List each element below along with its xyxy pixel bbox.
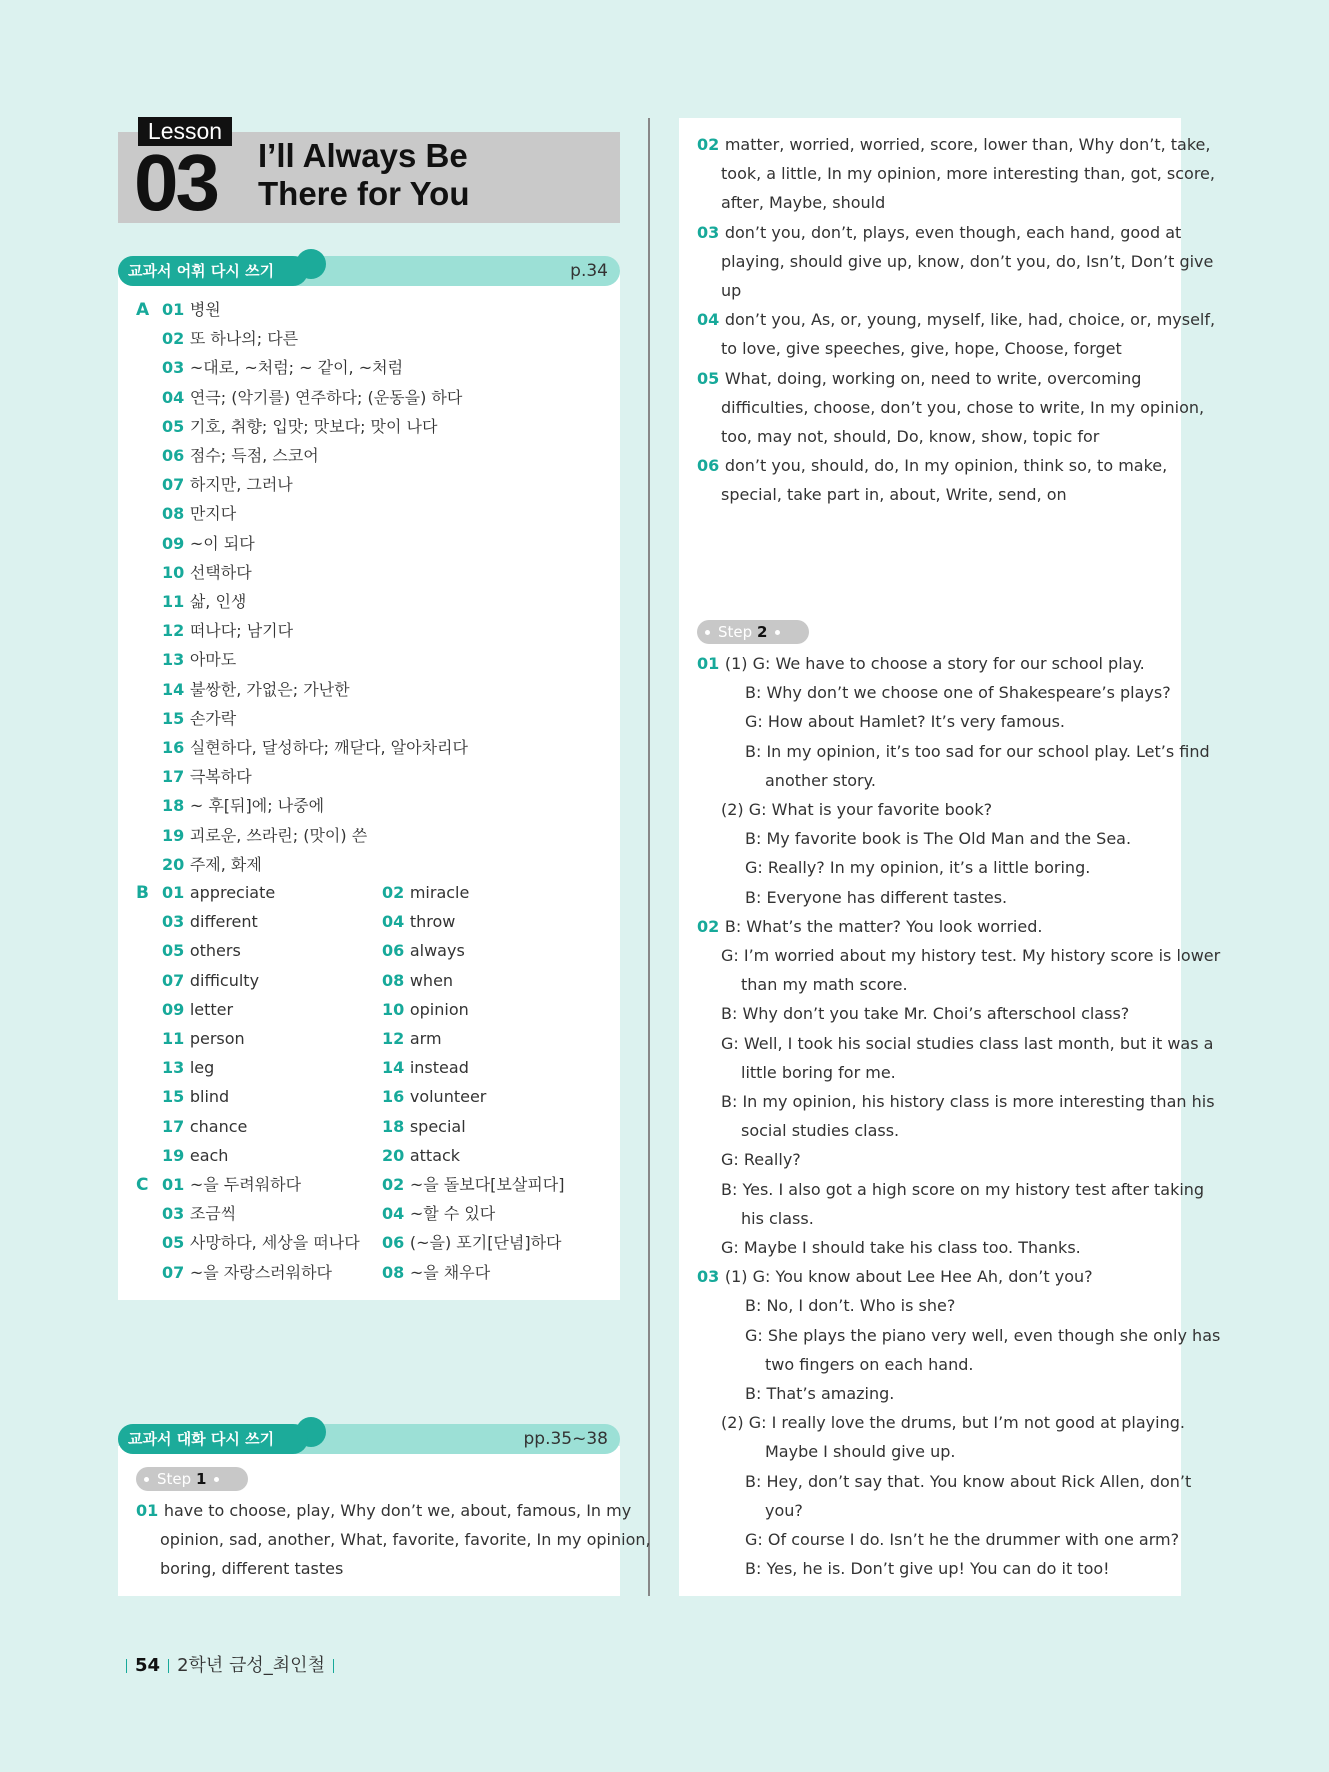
item-text: B: Everyone has different tastes.	[745, 887, 1008, 907]
dialog-line	[765, 1441, 955, 1463]
item-number: 05	[162, 416, 190, 436]
vocab-b-item	[162, 911, 258, 933]
vocab-b-item	[382, 1028, 442, 1050]
step1-pill	[136, 1467, 248, 1491]
item-text: B: In my opinion, his history class is more interesting than his	[721, 1092, 1215, 1111]
item-number: 01	[697, 654, 725, 673]
step1-answer-line	[721, 192, 885, 214]
section-b-label: B	[136, 883, 149, 903]
item-text: attack	[409, 1145, 461, 1165]
item-text: his class.	[741, 1208, 814, 1228]
item-text: playing, should give up, know, don’t you, do, Isn’t, Don’t give	[721, 251, 1214, 271]
item-text: ~을 자랑스러워하다	[189, 1262, 332, 1282]
item-text: opinion, sad, another, What, favorite, favorite, In my opinion,	[160, 1530, 651, 1550]
step1-answer-line	[721, 338, 1122, 360]
step1-answer-line	[721, 426, 1099, 448]
item-text: 극복하다	[189, 767, 252, 787]
item-number: 09	[162, 999, 190, 1019]
dialog-line	[745, 887, 1007, 909]
item-text: ~ 후[뒤]에; 나중에	[189, 796, 325, 816]
item-number: 03	[697, 1267, 725, 1287]
dialog-line	[697, 1266, 1093, 1288]
item-text: G: Really? In my opinion, it’s a little boring.	[745, 858, 1091, 878]
item-text: social studies class.	[741, 1121, 900, 1141]
step1-answer-line	[697, 222, 1181, 244]
item-text: B: Yes. I also got a high score on my history test after taking	[721, 1179, 1205, 1199]
dialog-line	[765, 1354, 973, 1376]
item-text: after, Maybe, should	[721, 193, 886, 213]
vocab-section-banner	[118, 256, 620, 286]
item-text: matter, worried, worried, score, lower than, Why don’t, take,	[724, 135, 1211, 154]
item-number: 07	[162, 970, 190, 990]
vocab-a-item	[162, 474, 293, 496]
item-text: (1) G: We have to choose a story for our school play.	[724, 654, 1145, 673]
item-number: 20	[382, 1145, 410, 1165]
item-text: 실현하다, 달성하다; 깨닫다, 알아차리다	[189, 738, 468, 757]
vocab-a-item	[162, 591, 246, 613]
dialog-line	[697, 916, 1042, 938]
item-text: volunteer	[409, 1087, 487, 1107]
item-number: 04	[697, 310, 725, 330]
vocab-c-item	[162, 1203, 236, 1225]
item-text: don’t you, don’t, plays, even though, each hand, good at	[724, 222, 1182, 242]
vocab-b-item	[162, 1086, 229, 1108]
vocab-b-item	[162, 999, 233, 1021]
item-text: don’t you, should, do, In my opinion, think so, to make,	[724, 456, 1168, 476]
vocab-a-item	[162, 562, 252, 584]
dialog-line	[745, 1558, 1110, 1580]
vocab-a-item	[162, 445, 319, 467]
dialog-line	[765, 1500, 803, 1522]
item-text: each	[189, 1145, 229, 1165]
item-text: 사망하다, 세상을 떠나다	[189, 1233, 360, 1253]
step1-answer-line	[721, 163, 1215, 185]
item-text: 괴로운, 쓰라린; (맛이) 쓴	[189, 825, 368, 845]
item-text: 만지다	[189, 504, 237, 524]
dialog-line	[721, 1033, 1213, 1055]
item-number: 15	[162, 708, 190, 728]
dialog-line	[721, 1003, 1129, 1025]
item-text: arm	[409, 1029, 442, 1048]
item-number: 05	[697, 368, 725, 388]
vocab-a-item	[162, 620, 293, 642]
vocab-b-item	[382, 1057, 469, 1079]
vocab-b-item	[382, 1086, 486, 1108]
vocab-a-item	[162, 737, 468, 759]
item-text: others	[189, 941, 241, 961]
item-number: 06	[697, 456, 725, 476]
section-c-label: C	[136, 1175, 149, 1195]
dialog-line	[721, 1091, 1215, 1113]
item-text: 삶, 인생	[189, 592, 247, 611]
dialog-line	[741, 1208, 814, 1230]
item-number: 16	[162, 738, 190, 757]
item-number: 03	[162, 358, 190, 378]
item-text: B: Hey, don’t say that. You know about Rick Allen, don’t	[745, 1471, 1192, 1491]
item-number: 01	[136, 1501, 164, 1520]
vocab-b-item	[382, 999, 469, 1021]
item-number: 02	[382, 883, 410, 902]
lesson-number: 03	[134, 138, 217, 227]
item-number: 08	[162, 504, 190, 524]
lesson-title-line2: There for You	[258, 175, 470, 212]
item-text: little boring for me.	[741, 1062, 896, 1082]
dialog-line	[741, 1120, 899, 1142]
dialog-line	[745, 1295, 955, 1317]
item-text: different	[189, 912, 258, 932]
item-text: another story.	[765, 770, 876, 790]
item-number: 11	[162, 592, 190, 611]
item-text: boring, different tastes	[160, 1559, 344, 1579]
item-number: 20	[162, 854, 190, 874]
item-number: 14	[382, 1058, 410, 1078]
item-number: 01	[162, 300, 190, 319]
item-number: 13	[162, 1058, 190, 1078]
item-text: person	[189, 1029, 245, 1048]
item-text: throw	[409, 912, 456, 932]
item-number: 03	[162, 1204, 190, 1224]
item-text: B: That’s amazing.	[745, 1384, 895, 1403]
item-number: 01	[162, 1175, 190, 1194]
item-number: 19	[162, 825, 190, 845]
vocab-b-item	[162, 882, 275, 904]
dialog-section-page: pp.35~38	[523, 1429, 608, 1449]
item-text: 연극; (악기를) 연주하다; (운동을) 하다	[189, 387, 463, 407]
item-text: G: How about Hamlet? It’s very famous.	[745, 712, 1065, 732]
item-text: 주제, 화제	[189, 854, 262, 874]
item-number: 02	[697, 135, 725, 154]
vocab-a-item	[162, 825, 367, 847]
item-number: 18	[162, 796, 190, 816]
step1-answer-line	[697, 134, 1210, 156]
item-text: G: Of course I do. Isn’t he the drummer with one arm?	[745, 1530, 1180, 1549]
vocab-a-item	[162, 503, 236, 525]
vocab-c-item	[162, 1174, 301, 1196]
vocab-a-item	[162, 328, 298, 350]
vocab-b-item	[382, 1116, 466, 1138]
item-text: appreciate	[189, 883, 276, 902]
item-number: 01	[162, 883, 190, 902]
dialog-line	[741, 974, 908, 996]
item-text: B: Why don’t you take Mr. Choi’s afterschool class?	[721, 1004, 1130, 1024]
item-number: 07	[162, 1262, 190, 1282]
item-number: 13	[162, 650, 190, 670]
dialog-line	[745, 1325, 1220, 1347]
item-number: 08	[382, 1262, 410, 1282]
item-text: when	[409, 970, 454, 990]
step2-pill	[697, 620, 809, 644]
item-number: 16	[382, 1087, 410, 1107]
vocab-b-item	[162, 1145, 228, 1167]
item-text: G: Really?	[721, 1150, 801, 1170]
item-text: leg	[189, 1058, 215, 1078]
item-text: miracle	[409, 883, 470, 902]
lesson-tag: Lesson	[138, 117, 232, 146]
item-text: ~을 두려워하다	[189, 1175, 302, 1194]
step1-label: Step	[157, 1470, 192, 1488]
item-number: 15	[162, 1087, 190, 1107]
step1-answer-line	[160, 1558, 343, 1580]
vocab-a-item	[162, 854, 262, 876]
item-number: 12	[382, 1029, 410, 1048]
item-number: 04	[162, 387, 190, 407]
vocab-b-item	[162, 1116, 247, 1138]
step2-label: Step	[718, 623, 753, 641]
vocab-a-item	[162, 708, 236, 730]
item-text: 떠나다; 남기다	[189, 621, 294, 641]
item-text: always	[409, 941, 465, 961]
item-text: 병원	[189, 300, 221, 319]
item-number: 05	[162, 1233, 190, 1253]
vocab-b-item	[162, 1028, 245, 1050]
item-text: special	[409, 1116, 466, 1136]
step1-answer-line	[721, 484, 1067, 506]
vocab-a-item	[162, 416, 437, 438]
dialog-line	[745, 828, 1131, 850]
dialog-line	[721, 1237, 1081, 1259]
item-text: 또 하나의; 다른	[189, 329, 299, 349]
item-text: (2) G: What is your favorite book?	[721, 800, 993, 819]
step1-answer-line	[721, 251, 1213, 273]
vocab-a-item	[162, 533, 255, 555]
dialog-line	[721, 1179, 1204, 1201]
vocab-c-item	[382, 1203, 495, 1225]
item-number: 03	[697, 222, 725, 242]
vocab-c-item	[382, 1232, 562, 1254]
item-text: ~을 돌보다[보살피다]	[409, 1175, 565, 1194]
item-text: ~을 채우다	[409, 1262, 491, 1282]
item-text: G: She plays the piano very well, even though she only has	[745, 1325, 1221, 1345]
item-number: 02	[382, 1175, 410, 1194]
column-divider	[648, 118, 650, 1596]
item-number: 04	[382, 1204, 410, 1224]
item-text: (2) G: I really love the drums, but I’m not good at playing.	[721, 1413, 1185, 1433]
step1-answer-line	[136, 1500, 631, 1522]
item-text: to love, give speeches, give, hope, Choose, forget	[721, 339, 1122, 359]
item-text: 선택하다	[189, 562, 252, 582]
item-text: B: In my opinion, it’s too sad for our school play. Let’s find	[745, 741, 1210, 761]
item-number: 10	[382, 999, 410, 1019]
item-text: difficulties, choose, don’t you, chose to write, In my opinion,	[721, 397, 1205, 417]
item-number: 05	[162, 941, 190, 961]
item-text: Maybe I should give up.	[765, 1442, 956, 1462]
vocab-a-item	[162, 679, 350, 701]
item-text: took, a little, In my opinion, more interesting than, got, score,	[721, 164, 1215, 184]
item-number: 17	[162, 767, 190, 787]
book-title: 2학년 금성_최인철	[177, 1655, 325, 1676]
item-text: special, take part in, about, Write, send, on	[721, 485, 1067, 505]
item-text: ~대로, ~처럼; ~ 같이, ~처럼	[189, 358, 404, 378]
dialog-line	[745, 1383, 894, 1405]
vocab-b-item	[382, 940, 465, 962]
item-number: 17	[162, 1116, 190, 1136]
item-text: 기호, 취향; 입맛; 맛보다; 맛이 나다	[189, 416, 438, 436]
item-number: 06	[162, 446, 190, 465]
item-number: 03	[162, 912, 190, 932]
dialog-line	[697, 653, 1145, 675]
vocab-b-item	[382, 911, 455, 933]
lesson-title-line1: I’ll Always Be	[258, 137, 468, 174]
item-number: 19	[162, 1145, 190, 1165]
item-text: don’t you, As, or, young, myself, like, had, choice, or, myself,	[724, 310, 1216, 330]
item-text: B: Yes, he is. Don’t give up! You can do it too!	[745, 1559, 1110, 1579]
step1-answer-line	[160, 1529, 651, 1551]
vocab-a-item	[162, 387, 462, 409]
vocab-c-item	[382, 1262, 490, 1284]
item-text: than my math score.	[741, 975, 908, 995]
vocab-section-page: p.34	[570, 261, 608, 281]
step2-number: 2	[756, 623, 768, 641]
vocab-c-item	[382, 1174, 564, 1196]
item-text: ~할 수 있다	[409, 1204, 496, 1224]
vocab-c-item	[162, 1232, 360, 1254]
vocab-a-item	[162, 357, 403, 379]
dialog-section-title: 교과서 대화 다시 쓰기	[118, 1424, 308, 1454]
lesson-title	[258, 137, 588, 213]
dialog-line	[741, 1062, 896, 1084]
item-text: G: I’m worried about my history test. My history score is lower	[721, 946, 1221, 965]
step1-answer-line	[697, 368, 1141, 390]
item-number: 06	[382, 941, 410, 961]
item-text: have to choose, play, Why don’t we, about, famous, In my	[163, 1501, 632, 1520]
item-text: G: Well, I took his social studies class last month, but it was a	[721, 1033, 1214, 1053]
dialog-line	[745, 741, 1210, 763]
vocab-b-item	[382, 970, 453, 992]
item-number: 11	[162, 1029, 190, 1048]
item-text: 조금씩	[189, 1204, 237, 1224]
item-number: 06	[382, 1233, 410, 1253]
page-footer	[118, 1652, 342, 1680]
item-text: difficulty	[189, 970, 260, 990]
step1-answer-line	[697, 309, 1215, 331]
vocab-a-item	[162, 299, 221, 321]
dialog-line	[745, 1529, 1179, 1551]
item-text: B: Why don’t we choose one of Shakespeare’s plays?	[745, 683, 1171, 703]
vocab-b-item	[162, 1057, 214, 1079]
vocab-b-item	[162, 970, 259, 992]
vocab-a-item	[162, 649, 236, 671]
item-number: 10	[162, 562, 190, 582]
page-number: 54	[135, 1655, 161, 1676]
item-text: (~을) 포기[단념]하다	[409, 1233, 562, 1253]
vocab-b-item	[382, 1145, 460, 1167]
step1-answer-line	[721, 397, 1204, 419]
item-number: 02	[162, 329, 190, 349]
dialog-line	[745, 711, 1065, 733]
item-text: chance	[189, 1116, 248, 1136]
step1-number: 1	[195, 1470, 207, 1488]
item-text: 아마도	[189, 650, 237, 670]
dialog-line	[745, 1471, 1191, 1493]
dialog-line	[721, 799, 992, 821]
item-number: 18	[382, 1116, 410, 1136]
item-text: blind	[189, 1087, 230, 1107]
item-text: 점수; 득점, 스코어	[189, 446, 319, 465]
item-text: 하지만, 그러나	[189, 475, 293, 495]
vocab-a-item	[162, 766, 252, 788]
item-text: up	[721, 281, 742, 300]
vocab-b-item	[382, 882, 469, 904]
item-number: 08	[382, 970, 410, 990]
item-text: 손가락	[189, 708, 237, 728]
item-number: 04	[382, 912, 410, 932]
item-number: 12	[162, 621, 190, 641]
item-text: (1) G: You know about Lee Hee Ah, don’t you?	[724, 1267, 1093, 1287]
dialog-section-banner	[118, 1424, 620, 1454]
dialog-line	[721, 1412, 1185, 1434]
vocab-a-item	[162, 795, 324, 817]
item-text: G: Maybe I should take his class too. Thanks.	[721, 1238, 1081, 1257]
item-text: What, doing, working on, need to write, overcoming	[724, 368, 1142, 388]
item-text: B: My favorite book is The Old Man and the Sea.	[745, 829, 1132, 849]
item-text: 불쌍한, 가없은; 가난한	[189, 679, 350, 699]
item-number: 02	[697, 916, 725, 936]
step1-answer-line	[721, 280, 741, 302]
item-text: instead	[409, 1058, 469, 1078]
dialog-line	[765, 770, 876, 792]
dialog-line	[721, 945, 1220, 967]
item-text: too, may not, should, Do, know, show, topic for	[721, 427, 1100, 446]
step1-answer-line	[697, 455, 1167, 477]
item-text: you?	[765, 1500, 803, 1520]
item-text: ~이 되다	[189, 533, 255, 553]
dialog-line	[745, 682, 1171, 704]
dialog-line	[745, 857, 1090, 879]
item-number: 09	[162, 533, 190, 553]
item-text: letter	[189, 999, 234, 1019]
item-text: two fingers on each hand.	[765, 1354, 974, 1374]
item-number: 14	[162, 679, 190, 699]
item-text: opinion	[409, 999, 469, 1019]
item-text: B: What’s the matter? You look worried.	[724, 916, 1043, 936]
vocab-b-item	[162, 940, 241, 962]
vocab-section-title: 교과서 어휘 다시 쓰기	[118, 256, 308, 286]
dialog-line	[721, 1149, 801, 1171]
item-number: 07	[162, 475, 190, 495]
item-text: B: No, I don’t. Who is she?	[745, 1296, 956, 1316]
vocab-c-item	[162, 1262, 332, 1284]
section-a-label: A	[136, 300, 150, 320]
